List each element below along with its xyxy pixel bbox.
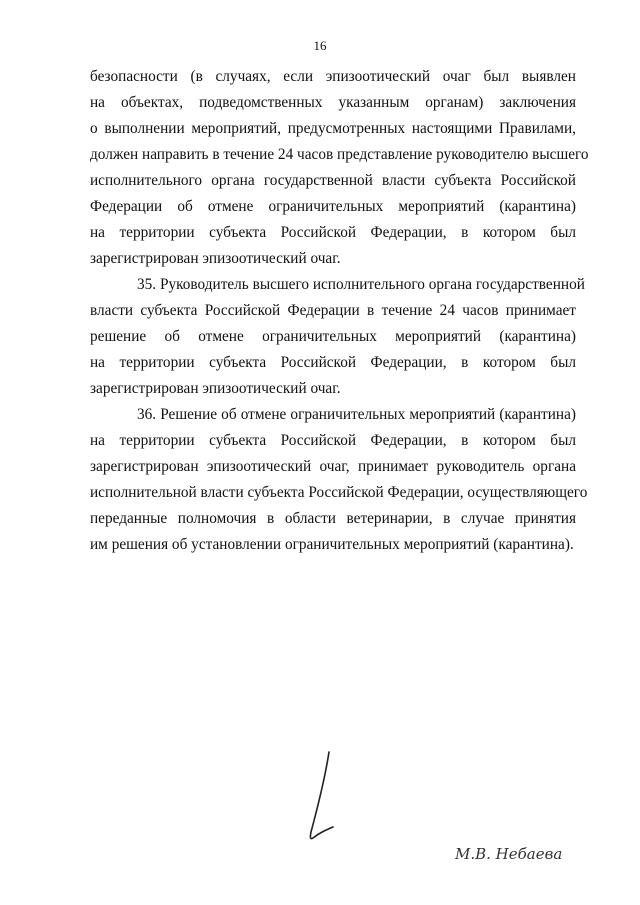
page-number: 16 bbox=[313, 38, 327, 53]
text-line: решение об отмене ограничительных мероприятий (карантина) bbox=[90, 328, 576, 345]
text-line: исполнительного органа государственной власти субъекта Российской bbox=[90, 172, 576, 189]
paragraph-item-36 bbox=[90, 402, 588, 558]
signatory-initials: М.В. Небаева bbox=[455, 845, 563, 863]
text-line: зарегистрирован эпизоотический очаг. bbox=[90, 380, 341, 397]
text-line: зарегистрирован эпизоотический очаг. bbox=[90, 250, 341, 267]
handwritten-signature bbox=[292, 748, 352, 848]
paragraph-item-35 bbox=[90, 272, 585, 402]
text-line: на территории субъекта Российской Федерации, в котором был bbox=[90, 432, 576, 449]
text-line: должен направить в течение 24 часов представление руководителю высшего bbox=[90, 146, 589, 163]
text-line: зарегистрирован эпизоотический очаг, принимает руководитель органа bbox=[90, 458, 576, 475]
text-line: Федерации об отмене ограничительных мероприятий (карантина) bbox=[90, 198, 576, 215]
text-line: безопасности (в случаях, если эпизоотический очаг был выявлен bbox=[90, 68, 576, 85]
text-line: переданные полномочия в области ветеринарии, в случае принятия bbox=[90, 510, 576, 527]
text-line: исполнительной власти субъекта Российской Федерации, осуществляющего bbox=[90, 484, 588, 501]
text-line: 36. Решение об отмене ограничительных мероприятий (карантина) bbox=[137, 406, 576, 423]
paragraph-continuation bbox=[90, 64, 589, 272]
text-line: власти субъекта Российской Федерации в течение 24 часов принимает bbox=[90, 302, 576, 319]
text-line: о выполнении мероприятий, предусмотренных настоящими Правилами, bbox=[90, 120, 576, 137]
text-line: на территории субъекта Российской Федерации, в котором был bbox=[90, 224, 576, 241]
text-line: 35. Руководитель высшего исполнительного органа государственной bbox=[137, 276, 585, 293]
document-body bbox=[90, 64, 589, 558]
text-line: на территории субъекта Российской Федерации, в котором был bbox=[90, 354, 576, 371]
text-line: на объектах, подведомственных указанным органам) заключения bbox=[90, 94, 576, 111]
text-line: им решения об установлении ограничительных мероприятий (карантина). bbox=[90, 536, 574, 553]
